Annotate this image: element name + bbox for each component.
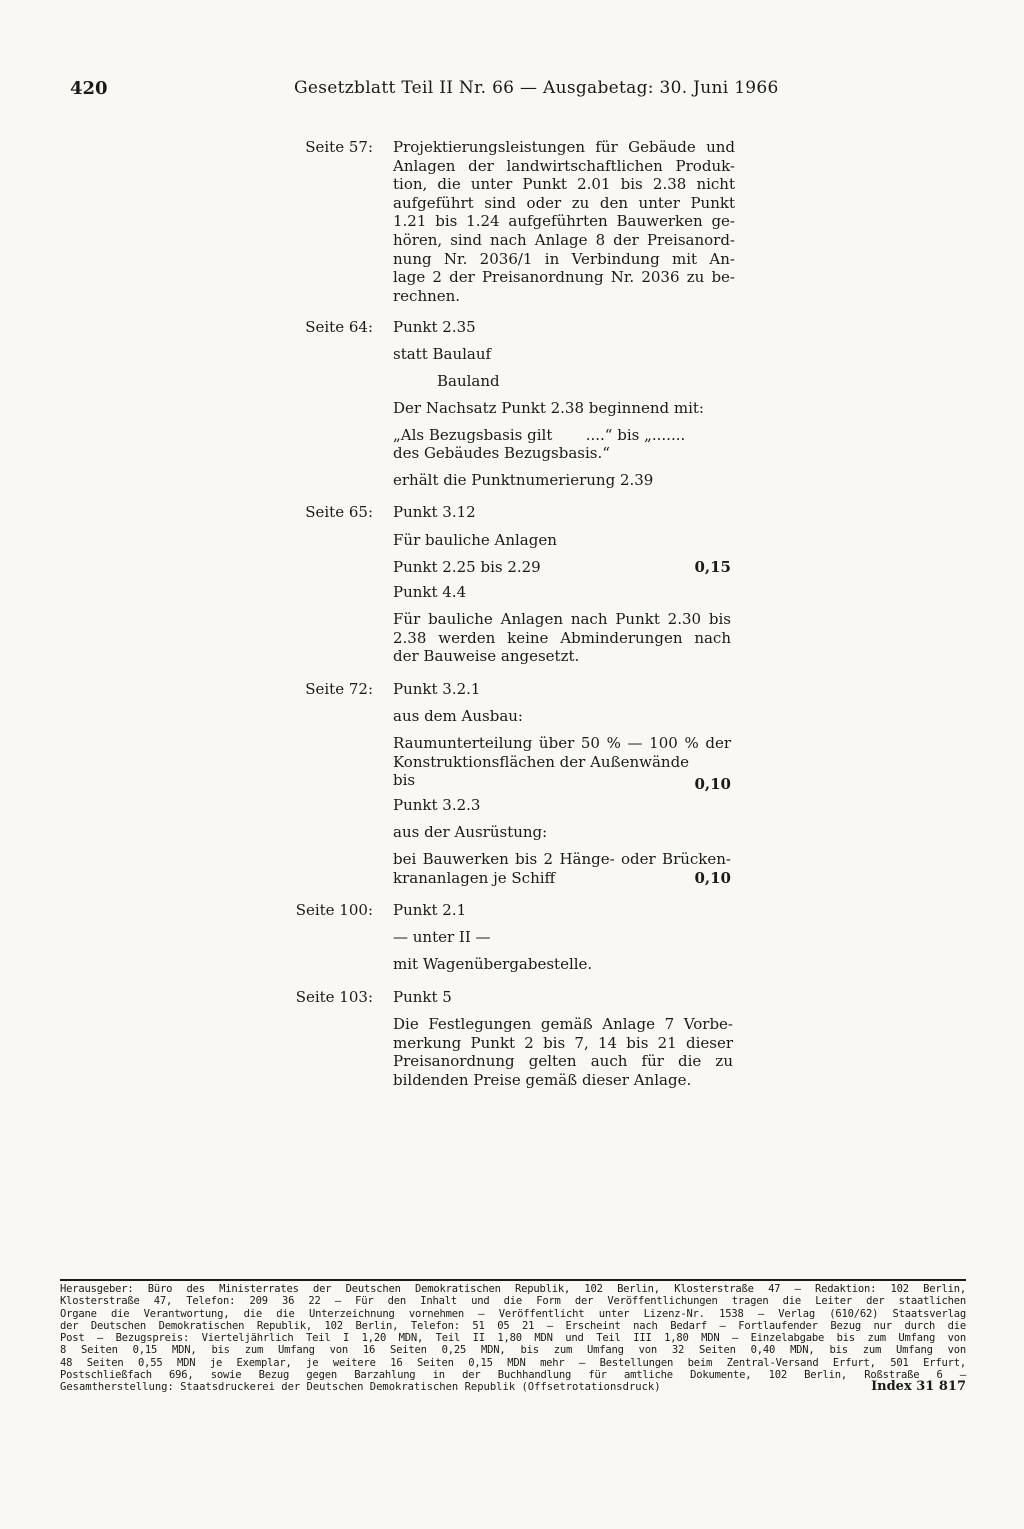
text-line: bei Bauwerken bis 2 Hänge- oder Brücken- — [393, 850, 731, 868]
imprint-line: Herausgeber: Büro des Ministerrates der Deutschen Demokratischen Republik, 102 Berlin, Klosterstraße 47 — Redaktion: 102 Berlin, — [60, 1283, 966, 1295]
entry-text-seite-57 — [393, 138, 735, 305]
entry-punkt: Punkt 5 — [393, 988, 452, 1006]
text-line: tion, die unter Punkt 2.01 bis 2.38 nicht — [393, 175, 735, 194]
imprint-last-row — [60, 1381, 966, 1393]
page-number: 420 — [70, 78, 108, 99]
entry-line: mit Wagenübergabestelle. — [393, 955, 593, 973]
running-header: Gesetzblatt Teil II Nr. 66 — Ausgabetag: 30. Juni 1966 — [294, 78, 779, 98]
imprint-line: Gesamtherstellung: Staatsdruckerei der Deutschen Demokratischen Republik (Offsetrotationsdruck) — [60, 1381, 661, 1394]
entry-punkt: Punkt 3.2.1 — [393, 680, 481, 698]
entry-punkt: Punkt 3.12 — [393, 503, 476, 521]
value-row — [393, 869, 731, 888]
entry-quote: des Gebäudes Bezugsbasis.“ — [393, 444, 610, 462]
text-line: Anlagen der landwirtschaftlichen Produk- — [393, 156, 735, 175]
entry-line: — unter II — — [393, 928, 491, 946]
text-line: Raumunterteilung über 50 % — 100 % der — [393, 734, 731, 752]
text-line: hören, sind nach Anlage 8 der Preisanord- — [393, 230, 735, 249]
row-value: 0,10 — [694, 868, 731, 887]
entry-label-seite-100: Seite 100: — [295, 901, 373, 919]
entry-line: Für bauliche Anlagen — [393, 531, 557, 549]
entry-punkt: Punkt 4.4 — [393, 583, 467, 601]
text-line: Für bauliche Anlagen nach Punkt 2.30 bis — [393, 610, 731, 628]
entry-label-seite-103: Seite 103: — [295, 988, 373, 1006]
entry-punkt: Punkt 2.35 — [393, 318, 476, 336]
entry-paragraph — [393, 1015, 733, 1089]
entry-line: Bauland — [437, 372, 500, 390]
text-line: bildenden Preise gemäß dieser Anlage. — [393, 1070, 692, 1089]
text-line: der Bauweise angesetzt. — [393, 647, 580, 666]
row-label: Punkt 2.25 bis 2.29 — [393, 558, 541, 576]
text-line: lage 2 der Preisanordnung Nr. 2036 zu be- — [393, 268, 735, 287]
entry-label-seite-72: Seite 72: — [305, 680, 373, 698]
entry-line: aus dem Ausbau: — [393, 707, 523, 725]
imprint-rule — [60, 1279, 966, 1281]
entry-quote: „Als Bezugsbasis gilt ....“ bis „....... — [393, 426, 686, 444]
entry-paragraph — [393, 734, 731, 794]
entry-line: aus der Ausrüstung: — [393, 823, 548, 841]
entry-line: statt Baulauf — [393, 345, 492, 363]
text-line: Konstruktionsflächen der Außenwände — [393, 752, 690, 771]
row-value: 0,10 — [694, 775, 731, 794]
text-line: 2.38 werden keine Abminderungen nach — [393, 628, 731, 647]
imprint-line: 48 Seiten 0,55 MDN je Exemplar, je weitere 16 Seiten 0,15 MDN mehr — Bestellungen beim Zentral-Versand Erfurt, 501 Erfurt, — [60, 1356, 966, 1369]
text-line: merkung Punkt 2 bis 7, 14 bis 21 dieser — [393, 1033, 733, 1052]
entry-line: erhält die Punktnumerierung 2.39 — [393, 471, 654, 489]
imprint-line: Organe die Verantwortung, die die Unterzeichnung vornehmen — Veröffentlicht unter Lizenz-Nr. 1538 — Verlag (610/62) Staatsverlag — [60, 1307, 966, 1320]
entry-label-seite-57: Seite 57: — [305, 138, 373, 156]
entry-punkt: Punkt 2.1 — [393, 901, 467, 919]
imprint — [60, 1283, 966, 1394]
text-line: Preisanordnung gelten auch für die zu — [393, 1052, 733, 1071]
entry-paragraph — [393, 610, 731, 666]
text-line: aufgeführt sind oder zu den unter Punkt — [393, 193, 735, 212]
imprint-line: der Deutschen Demokratischen Republik, 102 Berlin, Telefon: 51 05 21 — Erscheint nach Bedarf — Fortlaufender Bezug nur durch die — [60, 1319, 966, 1332]
imprint-line: Postschließfach 696, sowie Bezug gegen Barzahlung in der Buchhandlung für amtliche Dokumente, 102 Berlin, Roßstraße 6 — — [60, 1369, 966, 1382]
row-label: bis — [393, 771, 416, 790]
entry-paragraph — [393, 850, 731, 887]
text-line: nung Nr. 2036/1 in Verbindung mit An- — [393, 249, 735, 268]
entry-label-seite-64: Seite 64: — [305, 318, 373, 336]
value-row — [393, 771, 731, 794]
text-line: 1.21 bis 1.24 aufgeführten Bauwerken ge- — [393, 212, 735, 231]
text-line: Projektierungsleistungen für Gebäude und — [393, 138, 735, 156]
row-value: 0,15 — [694, 558, 731, 576]
entry-punkt: Punkt 3.2.3 — [393, 796, 481, 814]
row-label: krananlagen je Schiff — [393, 868, 556, 887]
index-number: Index 31 817 — [871, 1379, 966, 1395]
text-line: rechnen. — [393, 286, 461, 305]
value-row — [393, 558, 731, 577]
imprint-line: Post — Bezugspreis: Vierteljährlich Teil I 1,20 MDN, Teil II 1,80 MDN und Teil III 1,80 MDN — Einzelabgabe bis zum Umfang von — [60, 1332, 966, 1345]
imprint-line: 8 Seiten 0,15 MDN, bis zum Umfang von 16 Seiten 0,25 MDN, bis zum Umfang von 32 Seiten 0,40 MDN, bis zum Umfang von — [60, 1344, 966, 1357]
entry-label-seite-65: Seite 65: — [305, 503, 373, 521]
imprint-line: Klosterstraße 47, Telefon: 209 36 22 — Für den Inhalt und die Form der Veröffentlichungen tragen die Leiter der staatlichen — [60, 1295, 966, 1308]
text-line: Die Festlegungen gemäß Anlage 7 Vorbe- — [393, 1015, 733, 1033]
entry-line: Der Nachsatz Punkt 2.38 beginnend mit: — [393, 399, 704, 417]
